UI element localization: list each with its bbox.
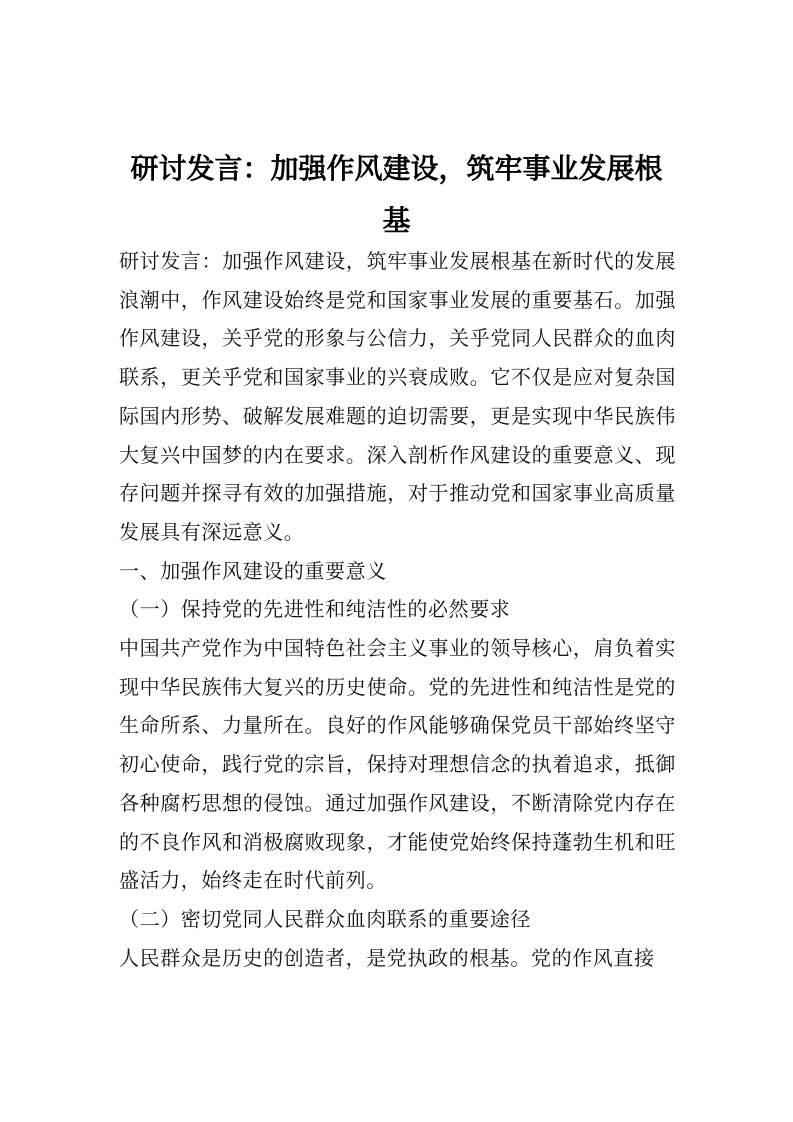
subsection-2-paragraph: 人民群众是历史的创造者，是党执政的根基。党的作风直接 xyxy=(119,945,655,970)
subsection-heading-1: （一）保持党的先进性和纯洁性的必然要求 xyxy=(119,597,511,622)
section-heading-1: 一、加强作风建设的重要意义 xyxy=(119,558,387,583)
intro-paragraph: 研讨发言：加强作风建设，筑牢事业发展根基在新时代的发展浪潮中，作风建设始终是党和国家事业发展的重要基石。加强作风建设，关乎党的形象与公信力，关乎党同人民群众的血肉联系，更关乎党和国家事业的兴衰成败。它不仅是应对复杂国际国内形势、破解发展难题的迫切需要，更是实现中华民族伟大复兴中国梦的内在要求。深入剖析作风建设的重要意义、现存问题并探寻有效的加强措施，对于推动党和国家事业高质量发展具有深远意义。 xyxy=(119,249,676,544)
subsection-1-paragraph: 中国共产党作为中国特色社会主义事业的领导核心，肩负着实现中华民族伟大复兴的历史使命。党的先进性和纯洁性是党的生命所系、力量所在。良好的作风能够确保党员干部始终坚守初心使命，践行党的宗旨，保持对理想信念的执着追求，抵御各种腐朽思想的侵蚀。通过加强作风建设，不断清除党内存在的不良作风和消极腐败现象，才能使党始终保持蓬勃生机和旺盛活力，始终走在时代前列。 xyxy=(119,636,676,893)
subsection-heading-2: （二）密切党同人民群众血肉联系的重要途径 xyxy=(119,906,531,931)
document-title: 研讨发言：加强作风建设，筑牢事业发展根基 xyxy=(130,151,663,237)
document-body xyxy=(119,242,676,977)
